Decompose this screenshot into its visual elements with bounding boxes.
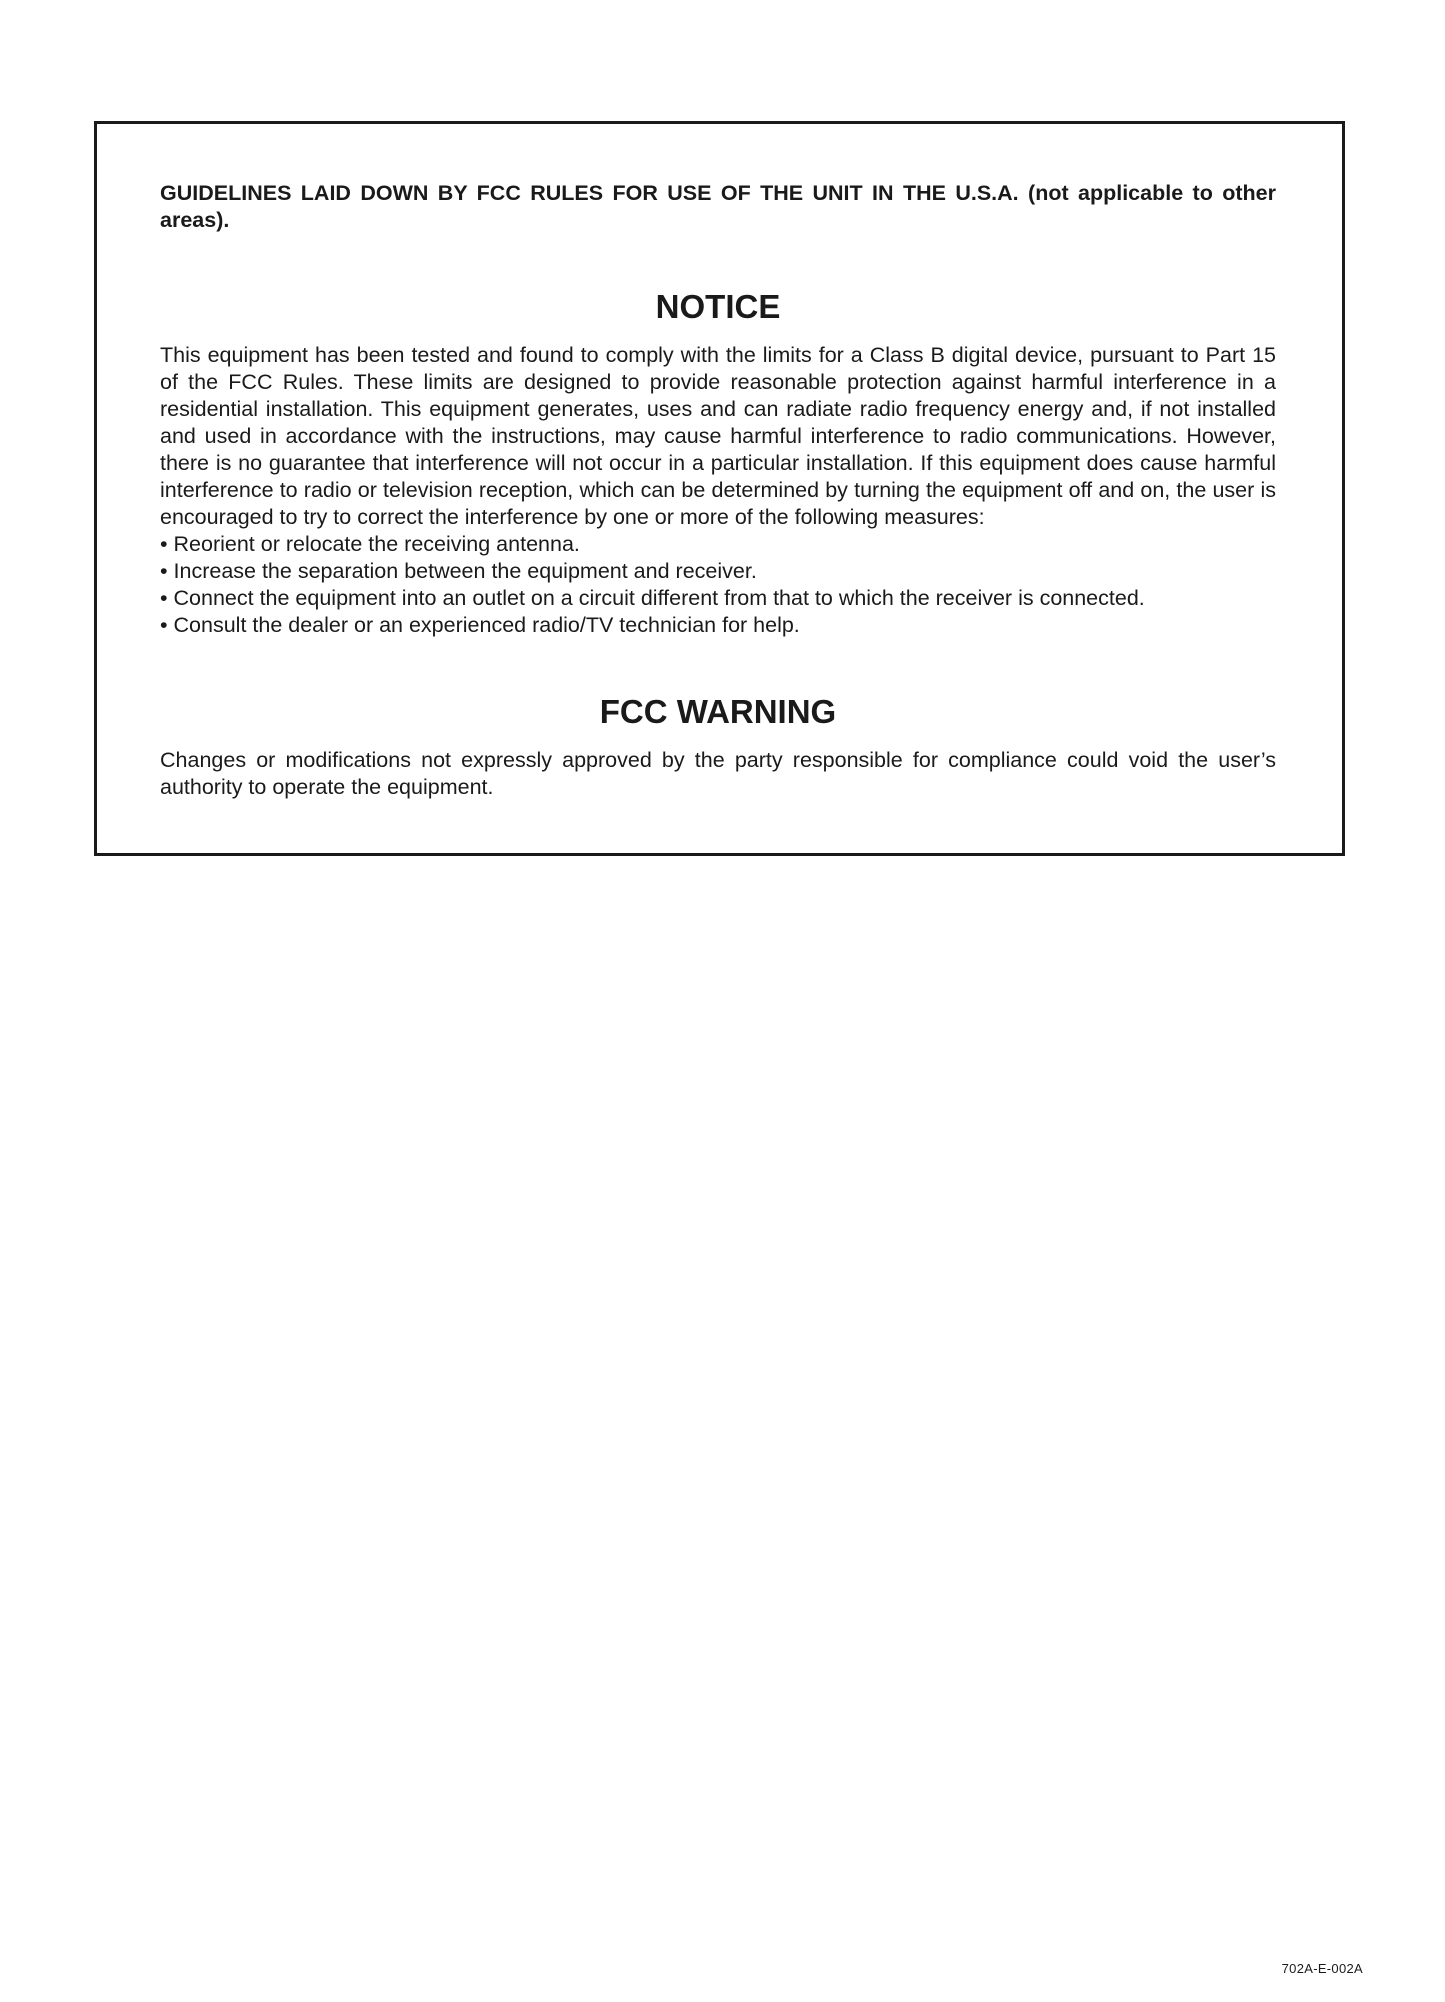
measures-list bbox=[160, 531, 1276, 639]
fcc-warning-body: Changes or modifications not expressly approved by the party responsible for compliance could void the user’s authority to operate the equipment. bbox=[160, 748, 1276, 799]
measure-item: • Increase the separation between the equipment and receiver. bbox=[160, 558, 1276, 585]
measure-item: • Reorient or relocate the receiving antenna. bbox=[160, 531, 1276, 558]
measure-item: • Connect the equipment into an outlet on a circuit different from that to which the receiver is connected. bbox=[160, 585, 1276, 612]
fcc-notice-box bbox=[94, 121, 1345, 856]
notice-body: This equipment has been tested and found to comply with the limits for a Class B digital device, pursuant to Part 15 of the FCC Rules. These limits are designed to provide reasonable protection against harmful interference in a residential installation. This equipment generates, uses and can radiate radio frequency energy and, if not installed and used in accordance with the instructions, may cause harmful interference to radio communications. However, there is no guarantee that interference will not occur in a particular installation. If this equipment does cause harmful interference to radio or television reception, which can be determined by turning the equipment off and on, the user is encouraged to try to correct the interference by one or more of the following measures: bbox=[160, 343, 1276, 529]
fcc-warning-heading: FCC WARNING bbox=[599, 693, 837, 730]
document-code: 702A-E-002A bbox=[1281, 1961, 1363, 1976]
notice-heading: NOTICE bbox=[655, 288, 781, 325]
guidelines-text: GUIDELINES LAID DOWN BY FCC RULES FOR USE OF THE UNIT IN THE U.S.A. (not applicable to other areas). bbox=[160, 181, 1276, 232]
measure-item: • Consult the dealer or an experienced radio/TV technician for help. bbox=[160, 612, 1276, 639]
